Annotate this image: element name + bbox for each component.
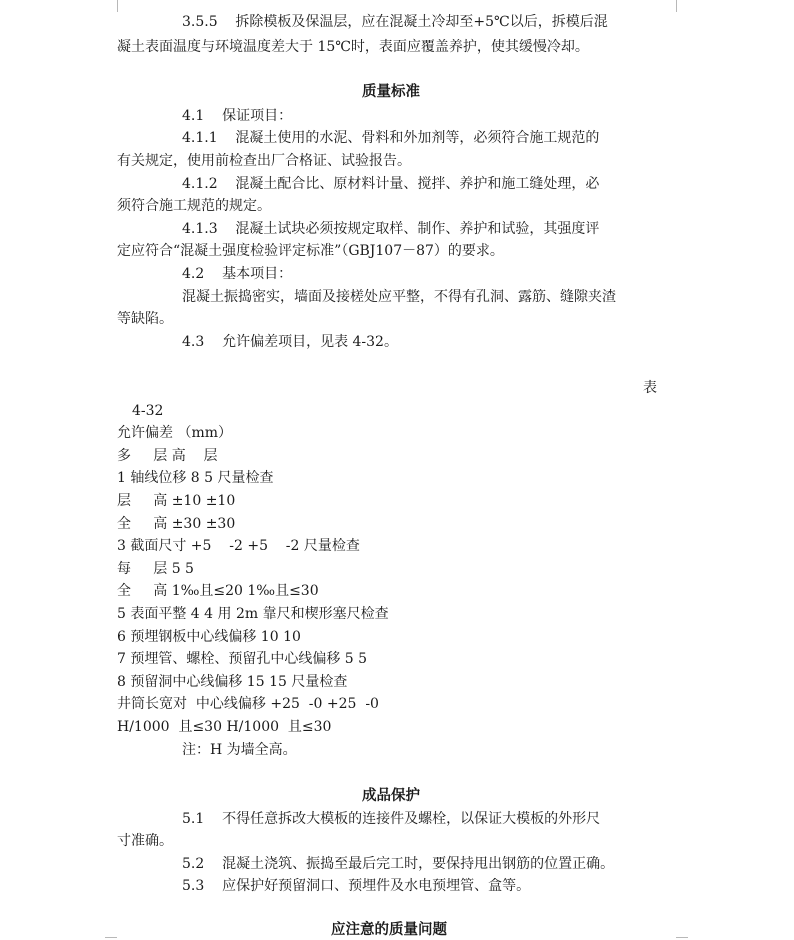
para-42-body-line2: 等缺陷。 xyxy=(117,311,173,327)
heading-quality-standard: 质量标准 xyxy=(362,84,420,100)
table-row: 每 层 5 5 xyxy=(117,561,194,577)
para-355-line1: 3.5.5 拆除模板及保温层，应在混凝土冷却至+5℃以后，拆模后混 xyxy=(182,14,608,30)
para-412-line1: 4.1.2 混凝土配合比、原材料计量、搅拌、养护和施工缝处理，必 xyxy=(182,176,600,192)
table-row: H/1000 且≤30 H/1000 且≤30 xyxy=(117,719,332,735)
table-row: 全 高 1‰且≤20 1‰且≤30 xyxy=(117,583,319,599)
para-355-line2: 凝土表面温度与环境温度差大于 15℃时，表面应覆盖养护，使其缓慢冷却。 xyxy=(117,39,589,55)
table-row: 5 表面平整 4 4 用 2m 靠尺和楔形塞尺检查 xyxy=(117,606,389,622)
para-411-line1: 4.1.1 混凝土使用的水泥、骨料和外加剂等，必须符合施工规范的 xyxy=(182,130,600,146)
table-row: 7 预埋管、螺栓、预留孔中心线偏移 5 5 xyxy=(117,651,368,667)
para-53: 5.3 应保护好预留洞口、预埋件及水电预埋管、盒等。 xyxy=(182,878,531,894)
table-row: 允许偏差 （mm） xyxy=(117,425,233,441)
margin-mark-bottom-left xyxy=(105,937,117,938)
table-label: 表 xyxy=(643,380,657,396)
table-row: 1 轴线位移 8 5 尺量检查 xyxy=(117,470,274,486)
para-52: 5.2 混凝土浇筑、振捣至最后完工时，要保持甩出钢筋的位置正确。 xyxy=(182,856,615,872)
para-51-line2: 寸准确。 xyxy=(117,833,173,849)
table-note: 注：H 为墙全高。 xyxy=(182,742,297,758)
para-42: 4.2 基本项目： xyxy=(182,266,293,282)
table-row: 8 预留洞中心线偏移 15 15 尺量检查 xyxy=(117,674,348,690)
heading-product-protection: 成品保护 xyxy=(362,788,420,804)
table-row: 多 层 高 层 xyxy=(117,448,218,464)
margin-mark-bottom-right xyxy=(676,937,688,938)
para-43: 4.3 允许偏差项目，见表 4-32。 xyxy=(182,334,398,350)
table-number: 4-32 xyxy=(132,403,164,419)
table-row: 全 高 ±30 ±30 xyxy=(117,516,236,532)
para-42-body-line1: 混凝土振捣密实，墙面及接槎处应平整，不得有孔洞、露筋、缝隙夹渣 xyxy=(182,289,616,305)
heading-quality-issues: 应注意的质量问题 xyxy=(331,922,447,938)
table-row: 层 高 ±10 ±10 xyxy=(117,493,236,509)
para-51-line1: 5.1 不得任意拆改大模板的连接件及螺栓，以保证大模板的外形尺 xyxy=(182,811,601,827)
margin-mark-left xyxy=(117,0,118,12)
table-row: 井筒长宽对 中心线偏移 +25 -0 +25 -0 xyxy=(117,696,379,712)
table-row: 3 截面尺寸 +5 -2 +5 -2 尺量检查 xyxy=(117,538,360,554)
table-row: 6 预埋钢板中心线偏移 10 10 xyxy=(117,629,301,645)
para-413-line1: 4.1.3 混凝土试块必须按规定取样、制作、养护和试验，其强度评 xyxy=(182,221,600,237)
para-413-line2: 定应符合“混凝土强度检验评定标准”（GBJ107－87）的要求。 xyxy=(117,243,504,259)
para-412-line2: 须符合施工规范的规定。 xyxy=(117,198,271,214)
para-41: 4.1 保证项目： xyxy=(182,108,293,124)
para-411-line2: 有关规定，使用前检查出厂合格证、试验报告。 xyxy=(117,153,411,169)
margin-mark-right xyxy=(676,0,677,12)
